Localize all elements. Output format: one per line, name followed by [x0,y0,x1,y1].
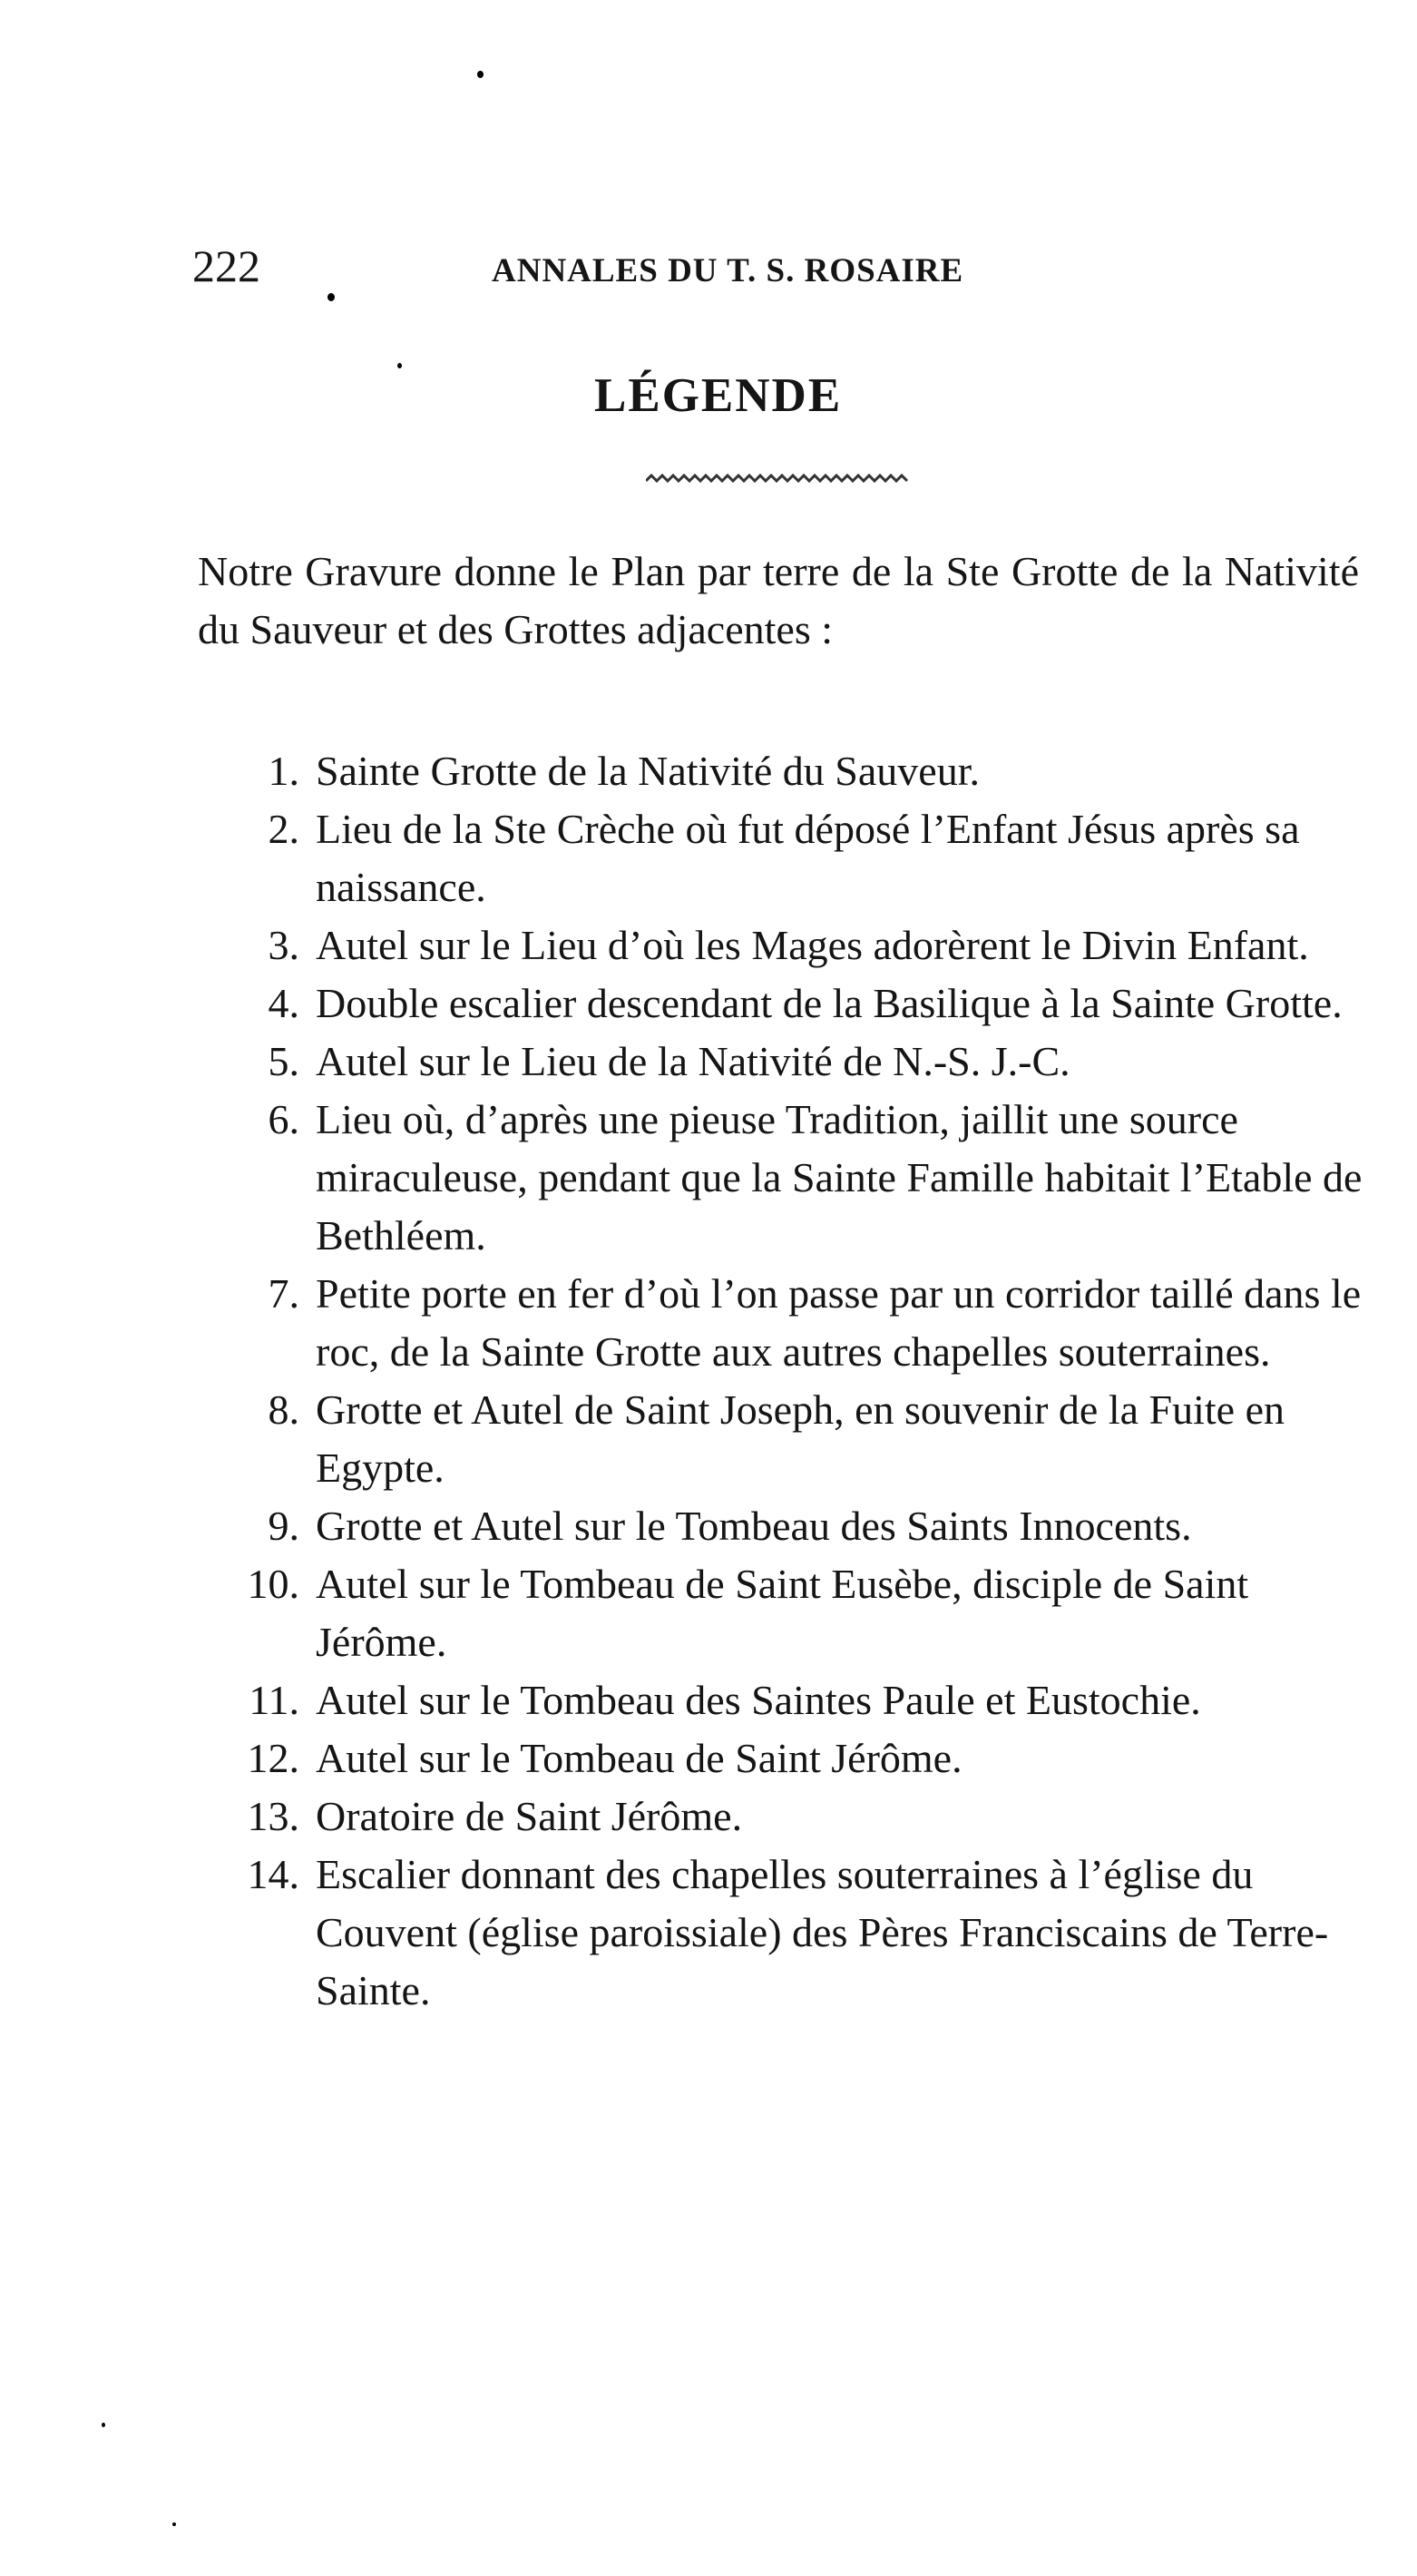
item-text: Petite porte en fer d’où l’on passe par un corridor taillé dans le roc, de la Sainte Grotte aux autres chapelles souterraines. [316,1270,1362,1375]
item-number: 14. [247,1851,299,1897]
legend-item [198,742,1368,800]
item-number: 1. [268,748,299,794]
item-text: Autel sur le Tombeau des Saintes Paule et Eustochie. [316,1677,1201,1723]
legend-title: LÉGENDE [594,369,843,422]
item-text: Autel sur le Tombeau de Saint Jérôme. [316,1735,963,1781]
scan-smudge [172,2522,176,2526]
scan-smudge [477,71,484,78]
item-text: Sainte Grotte de la Nativité du Sauveur. [316,748,980,794]
legend-item [198,1846,1368,2020]
legend-item [198,1091,1368,1265]
item-number: 13. [247,1793,299,1839]
scan-smudge [102,2423,105,2427]
intro-paragraph: Notre Gravure donne le Plan par terre de la Ste Grotte de la Nativité du Sauveur et des Grottes adjacentes : [198,548,1359,652]
item-text: Autel sur le Tombeau de Saint Eusèbe, disciple de Saint Jérôme. [316,1561,1249,1665]
item-number: 11. [249,1677,299,1723]
scan-smudge [397,363,402,368]
item-text: Double escalier descendant de la Basilique à la Sainte Grotte. [316,980,1343,1026]
item-number: 10. [247,1561,299,1607]
legend-item [198,975,1368,1033]
item-text: Autel sur le Lieu d’où les Mages adorèrent le Divin Enfant. [316,922,1309,968]
item-text: Oratoire de Saint Jérôme. [316,1793,743,1839]
item-text: Escalier donnant des chapelles souterraines à l’église du Couvent (église paroissiale) des Pères Franciscains de Terre-Sainte. [316,1851,1329,2013]
running-head: ANNALES DU T. S. ROSAIRE [492,252,964,289]
item-text: Grotte et Autel de Saint Joseph, en souvenir de la Fuite en Egypte. [316,1386,1285,1491]
item-number: 8. [268,1386,299,1433]
legend-item [198,916,1368,975]
legend-item [198,1265,1368,1381]
item-number: 3. [268,922,299,968]
item-number: 12. [247,1735,299,1781]
item-number: 7. [268,1270,299,1317]
item-number: 5. [268,1038,299,1084]
item-number: 4. [268,980,299,1026]
legend-list [198,742,1368,2020]
legend-item [198,1381,1368,1497]
legend-item [198,1555,1368,1671]
item-number: 2. [268,806,299,852]
ornament-divider [646,470,911,490]
legend-item [198,1671,1368,1729]
item-text: Autel sur le Lieu de la Nativité de N.-S. J.-C. [316,1038,1070,1084]
legend-item [198,1497,1368,1555]
page-header [192,240,1063,307]
item-text: Lieu de la Ste Crèche où fut déposé l’Enfant Jésus après sa naissance. [316,806,1300,910]
scan-smudge [327,293,335,301]
legend-item [198,800,1368,916]
item-text: Lieu où, d’après une pieuse Tradition, jaillit une source miraculeuse, pendant que la Sainte Famille habitait l’Etable de Bethléem. [316,1096,1363,1259]
legend-item [198,1729,1368,1788]
item-text: Grotte et Autel sur le Tombeau des Saints Innocents. [316,1503,1192,1549]
item-number: 6. [268,1096,299,1142]
item-number: 9. [268,1503,299,1549]
page-number: 222 [192,240,260,291]
legend-item [198,1033,1368,1091]
legend-item [198,1788,1368,1846]
